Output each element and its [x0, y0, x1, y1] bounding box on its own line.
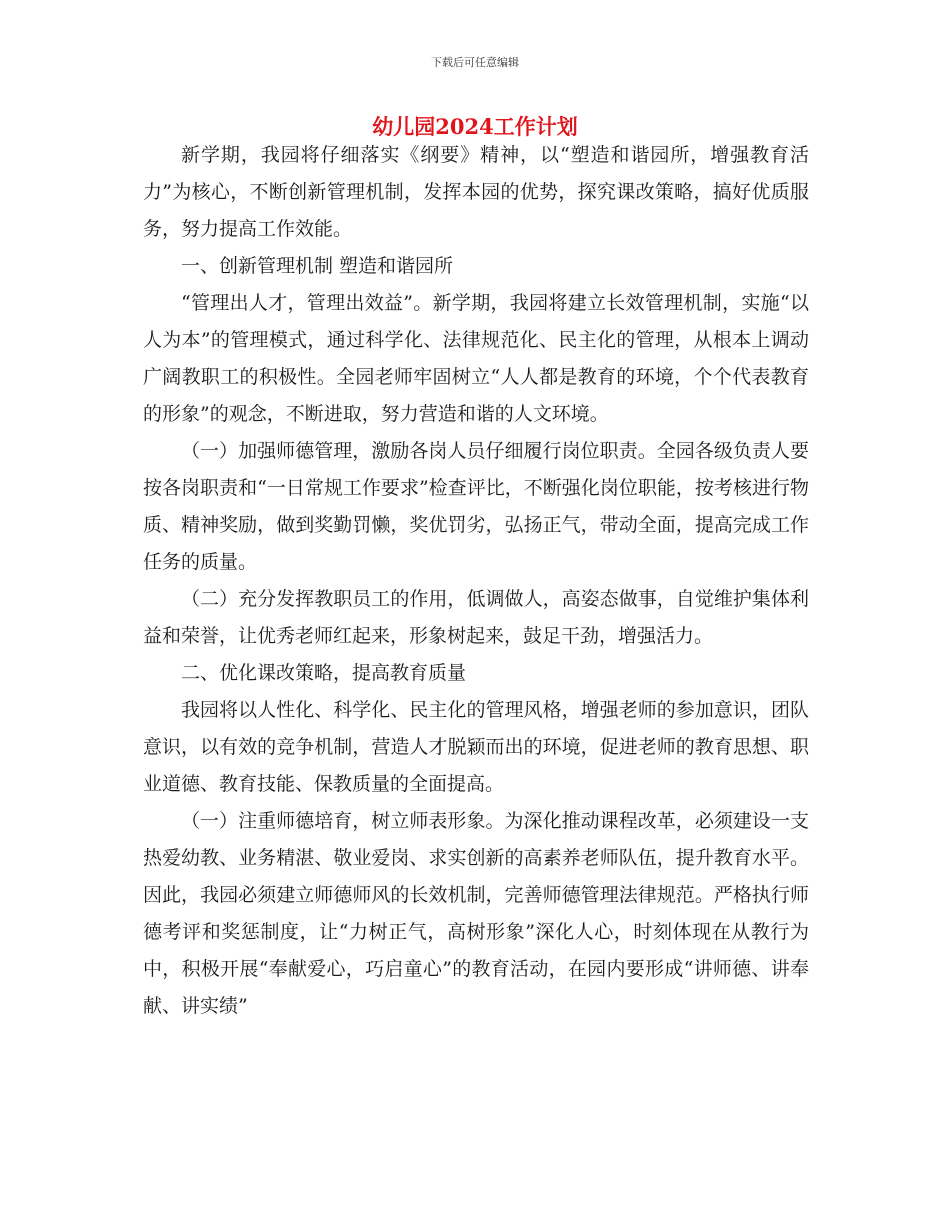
- paragraph: （二）充分发挥教职员工的作用，低调做人，高姿态做事，自觉维护集体利益和荣誉，让优秀老师红起来，形象树起来，鼓足干劲，增强活力。: [143, 588, 809, 647]
- paragraph: （一）注重师德培育，树立师表形象。为深化推动课程改革，必须建设一支热爱幼教、业务精湛、敬业爱岗、求实创新的高素养老师队伍，提升教育水平。因此，我园必须建立师德师风的长效机制，完善师德管理法律规范。严格执行师德考评和奖惩制度，让“力树正气，高树形象”深化人心，时刻体现在从教行为中，积极开展“奉献爱心，巧启童心”的教育活动，在园内要形成“讲师德、讲奉献、讲实绩”: [143, 810, 809, 1017]
- document-title: 幼儿园2024工作计划: [372, 114, 578, 139]
- section-heading-1: 一、创新管理机制 塑造和谐园所: [181, 255, 454, 277]
- paragraph-intro: 新学期，我园将仔细落实《纲要》精神，以“塑造和谐园所，增强教育活力”为核心，不断创新管理机制，发挥本园的优势，探究课改策略，搞好优质服务，努力提高工作效能。: [143, 144, 809, 240]
- paragraph: “管理出人才，管理出效益”。新学期，我园将建立长效管理机制，实施“以人为本”的管理模式，通过科学化、法律规范化、民主化的管理，从根本上调动广阔教职工的积极性。全园老师牢固树立“人人都是教育的环境，个个代表教育的形象”的观念，不断进取，努力营造和谐的人文环境。: [143, 292, 809, 425]
- paragraph: 我园将以人性化、科学化、民主化的管理风格，增强老师的参加意识，团队意识，以有效的竞争机制，营造人才脱颖而出的环境，促进老师的教育思想、职业道德、教育技能、保教质量的全面提高。: [143, 699, 809, 795]
- paragraph: （一）加强师德管理，激励各岗人员仔细履行岗位职责。全园各级负责人要按各岗职责和“一日常规工作要求”检查评比，不断强化岗位职能，按考核进行物质、精神奖励，做到奖勤罚懒，奖优罚劣，弘扬正气，带动全面，提高完成工作任务的质量。: [143, 440, 809, 573]
- document-body: [143, 137, 809, 1025]
- section-heading-2: 二、优化课改策略，提高教育质量: [181, 662, 467, 684]
- header-note: 下载后可任意编辑: [431, 56, 519, 69]
